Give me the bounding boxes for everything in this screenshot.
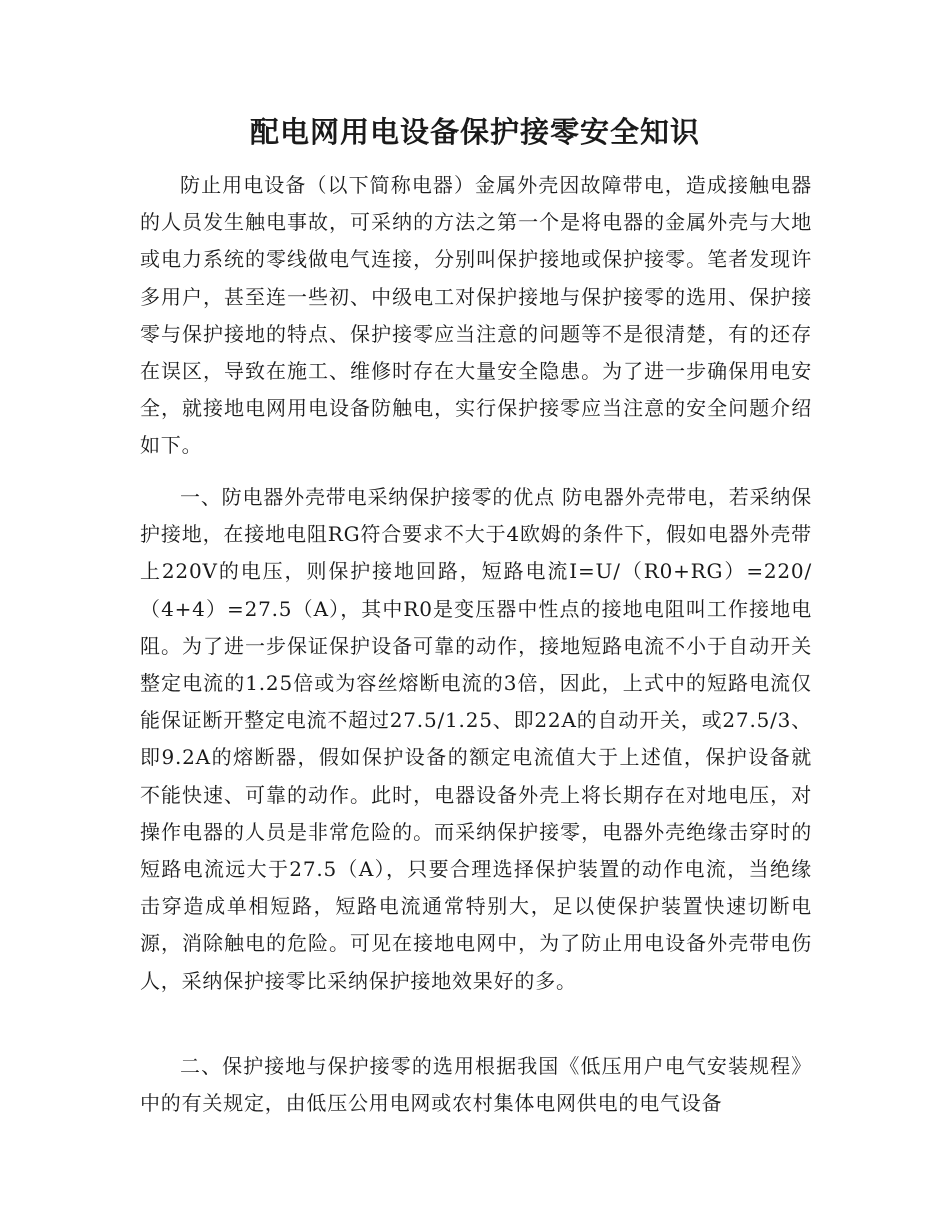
paragraph-intro: 防止用电设备（以下简称电器）金属外壳因故障带电，造成接触电器的人员发生触电事故，可采纳的方法之第一个是将电器的金属外壳与大地或电力系统的零线做电气连接，分别叫保护接地或保护接零。笔者发现许多用户，甚至连一些初、中级电工对保护接地与保护接零的选用、保护接零与保护接地的特点、保护接零应当注意的问题等不是很清楚，有的还存在误区，导致在施工、维修时存在大量安全隐患。为了进一步确保用电安全，就接地电网用电设备防触电，实行保护接零应当注意的安全问题介绍如下。 — [140, 173, 812, 458]
document-title: 配电网用电设备保护接零安全知识 — [249, 115, 700, 149]
paragraph-section-2: 二、保护接地与保护接零的选用根据我国《低压用户电气安装规程》中的有关规定，由低压公用电网或农村集体电网供电的电气设备 — [140, 1054, 812, 1116]
paragraph-section-1: 一、防电器外壳带电采纳保护接零的优点 防电器外壳带电，若采纳保护接地，在接地电阻RG符合要求不大于4欧姆的条件下，假如电器外壳带上220V的电压，则保护接地回路，短路电流I=U/（R0+RG）=220/（4+4）=27.5（A），其中R0是变压器中性点的接地电阻叫工作接地电阻。为了进一步保证保护设备可靠的动作，接地短路电流不小于自动开关整定电流的1.25倍或为容丝熔断电流的3倍，因此，上式中的短路电流仅能保证断开整定电流不超过27.5/1.25、即22A的自动开关，或27.5/3、即9.2A的熔断器，假如保护设备的额定电流值大于上述值，保护设备就不能快速、可靠的动作。此时，电器设备外壳上将长期存在对地电压，对操作电器的人员是非常危险的。而采纳保护接零，电器外壳绝缘击穿时的短路电流远大于27.5（A），只要合理选择保护装置的动作电流，当绝缘击穿造成单相短路，短路电流通常特别大，足以使保护装置快速切断电源，消除触电的危险。可见在接地电网中，为了防止用电设备外壳带电伤人，采纳保护接零比采纳保护接地效果好的多。 — [140, 485, 812, 993]
